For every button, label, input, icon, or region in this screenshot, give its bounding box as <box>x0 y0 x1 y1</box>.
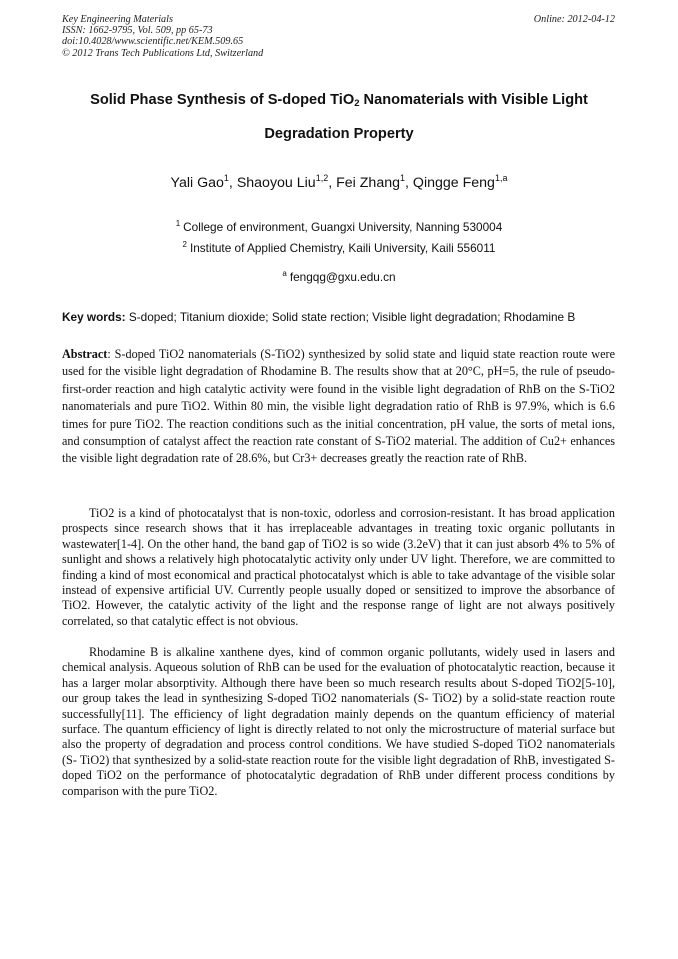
body-paragraph-2: Rhodamine B is alkaline xanthene dyes, kind of common organic pollutants, widely used in lasers and chemical analysis. Aqueous solution of RhB can be used for the evaluation of photocatalytic reaction, because it has a larger molar absorptivity. Although there have been so much research results about S-doped TiO2[5-10], our group takes the lead in synthesizing S-doped TiO2 nanomaterials (S- TiO2) by a solid-state reaction route successfully[11]. The efficiency of light degradation mainly depends on the quantum efficiency of material surface. The quantum efficiency of light is directly related to not only the microstructure of material surface but also the property of degradation and process control conditions. We have studied S-doped TiO2 nanomaterials (S- TiO2) that synthesized by a solid-state reaction route for the visible light degradation of RhB, investigated S-doped TiO2 on the performance of photocatalytic degradation of RhB under different process conditions by comparison with the pure TiO2. <box>62 645 615 798</box>
online-date: Online: 2012-04-12 <box>533 14 615 25</box>
doi-line: doi:10.4028/www.scientific.net/KEM.509.65 <box>62 36 244 48</box>
author-affiliation-mark: 1,a <box>494 173 508 183</box>
author-name: Qingge Feng <box>412 175 495 191</box>
abstract-label: Abstract <box>62 347 108 361</box>
author-name: Shaoyou Liu <box>236 175 316 191</box>
author-email <box>40 269 638 284</box>
author-affiliation-mark: 1,2 <box>315 173 329 183</box>
keywords-label: Key words: <box>62 310 126 324</box>
abstract <box>62 346 615 468</box>
abstract-text: : S-doped TiO2 nanomaterials (S-TiO2) synthesized by solid state and liquid state reaction route were used for the visible light degradation of Rhodamine B. The results show that at 20°C, pH=5, the rule of pseudo-first-order reaction and high catalytic activity were found in the visible light degradation of RhB on the S-TiO2 nanomaterials and pure TiO2. Within 80 min, the visible light degradation ratio of RhB is 97.9%, which is 6.6 times for pure TiO2. The reaction conditions such as the initial concentration, pH value, the sorts of metal ions, and consumption of catalyst affect the reaction rate constant of S-TiO2 material. The addition of Cu2+ enhances the visible light degradation rate of 28.6%, but Cr3+ decreases greatly the reaction rate of RhB. <box>62 347 615 466</box>
author-affiliation-mark: 1 <box>223 173 229 183</box>
author-name: Yali Gao <box>170 175 224 191</box>
paper-title-line-2: Degradation Property <box>264 126 414 142</box>
affiliation-text: College of environment, Guangxi University, Nanning 530004 <box>183 220 503 234</box>
title-subscript: 2 <box>354 98 360 109</box>
author-separator: , <box>228 175 237 191</box>
journal-meta <box>62 14 263 59</box>
keywords <box>62 310 618 324</box>
paper-title-line-1 <box>40 92 638 109</box>
copyright-line: © 2012 Trans Tech Publications Ltd, Switzerland <box>62 47 264 59</box>
affiliation-mark: 2 <box>182 240 187 249</box>
body-paragraph-1: TiO2 is a kind of photocatalyst that is non-toxic, odorless and corrosion-resistant. It has broad application prospects since research shows that it has irreplaceable advantages in treating toxic organic pollutants in wastewater[1-4]. On the other hand, the band gap of TiO2 is so wide (3.2eV) that it can just absorb 4% to 5% of sunlight and shows a relatively high photocatalytic activity only under UV light. Therefore, we are committed to finding a kind of most economical and practical photocatalyst which is able to take advantage of the visible solar instead of expensive artificial UV. Currently people usually doped or sensitized to improve the absorbance of TiO2. However, the catalytic activity of the light and the response range of light are not always positively correlated, so that catalytic effect is not obvious. <box>62 506 615 628</box>
email-text: fengqg@gxu.edu.cn <box>289 270 396 284</box>
author-list <box>40 173 638 191</box>
affiliation-text: Institute of Applied Chemistry, Kaili University, Kaili 556011 <box>189 241 496 255</box>
affiliation-1 <box>40 219 638 234</box>
keywords-text: S-doped; Titanium dioxide; Solid state rection; Visible light degradation; Rhodamine B <box>125 310 576 324</box>
author-separator: , <box>405 175 413 191</box>
author-name: Fei Zhang <box>336 175 400 191</box>
affiliation-mark: 1 <box>175 219 181 228</box>
journal-name: Key Engineering Materials <box>62 14 173 25</box>
affiliation-2 <box>40 240 638 255</box>
author-separator: , <box>328 175 337 191</box>
title-text-b: Nanomaterials with Visible Light <box>359 92 588 108</box>
issn-line: ISSN: 1662-9795, Vol. 509, pp 65-73 <box>62 25 213 37</box>
title-text-a: Solid Phase Synthesis of S-doped TiO <box>90 92 355 108</box>
email-mark: a <box>282 269 287 278</box>
author-affiliation-mark: 1 <box>400 173 406 183</box>
